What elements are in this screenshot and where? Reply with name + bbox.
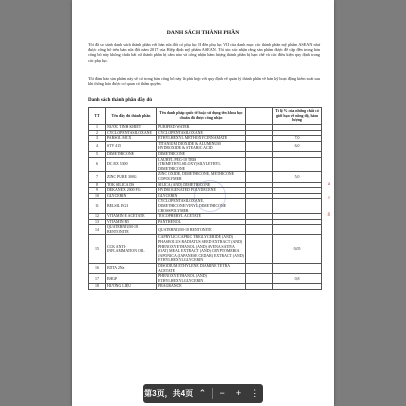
- cell-tt: 8: [89, 182, 106, 188]
- margin-mark: g: [327, 212, 330, 217]
- cell-tt: 2: [89, 130, 106, 136]
- cell-ph: [246, 225, 273, 235]
- cell-pct: [273, 157, 322, 172]
- margin-mark: a: [327, 182, 330, 187]
- cell-ph: [246, 264, 273, 274]
- table-row: [89, 284, 322, 290]
- cell-pct: 0,05: [273, 235, 322, 264]
- cell-en: ETHYLHEXYL METHOXYCINNAMATE: [157, 136, 246, 142]
- page-indicator: 第3页，共4页: [144, 389, 194, 398]
- cell-en: SILICA (AND) DIMETHICONE: [157, 182, 246, 188]
- cell-tt: 5: [89, 151, 106, 157]
- cell-vi: ZINC PURE 300G: [106, 172, 157, 182]
- cell-en: LAURYL PEG-10 TRIS (TRIMETHYLSILOXY)SILYLETHYL DIMETHICONE: [157, 157, 246, 172]
- header-vi: Tên đầy đủ thành phần: [106, 108, 157, 125]
- cell-en: CAPRYLIC/CAPRIC TRIGLYCERIDE (AND) PHASEOLUS RADIATUS SEED EXTRACT (AND) PHENOXYETHANOL (AND) AVENA SATIVA (OAT) MEAL EXTRACT (AND) CRYPTOMERIA JAPONICA (JAPANESE CEDAR) EXTRACT (AND) ETHYLHEXYLGLYCERIN: [158, 235, 244, 263]
- more-icon[interactable]: ⋮: [250, 388, 260, 398]
- intro-paragraph: Tôi đã so sánh danh sách thành phần với bản sửa đổi có phụ lục II đến phụ lục VII của danh mục các thành phần mỹ phẩm ASEAN như được công bố trên bản sửa đổi năm 2017 của Hiệp định mỹ phẩm ASEAN. Tôi xin xác nhận rằng sản phẩm được đề cập đến trong bản công bố này không chứa bất cứ thành phần bị cấm nào và công nhận hàm lượng thành phần bị hạn chế và các điều kiện quy định trong các phụ lục.: [88, 42, 320, 63]
- cell-tt: 9: [89, 188, 106, 194]
- cell-vi: DC RX 5300: [106, 157, 157, 172]
- cell-ph: [246, 274, 273, 284]
- cell-ph: [246, 141, 273, 151]
- table-row: [89, 274, 322, 284]
- cell-pct: [273, 264, 322, 274]
- toolbar-divider: [212, 388, 213, 399]
- table-row: [89, 235, 322, 264]
- cell-tt: 1: [89, 125, 106, 131]
- section-title: Danh sách thành phần đầy đủ: [88, 98, 153, 103]
- cell-vi: CYCLOPENTASILOXANE: [106, 130, 157, 136]
- cell-vi: VITAMIN B5: [106, 219, 157, 225]
- cell-tt: 6: [89, 157, 106, 172]
- cell-ph: [246, 199, 273, 214]
- cell-en: GLYCERIN: [157, 193, 246, 199]
- table-row: [89, 141, 322, 151]
- cell-en: PHENOXYETHANOL (AND) ETHYLHEXYLGLYCERIN: [157, 274, 246, 284]
- cell-vi: TOK SILICA DS: [106, 182, 157, 188]
- cell-tt: 18: [89, 284, 106, 290]
- cell-en: HYDROGENATED POLYDECENE: [157, 188, 246, 194]
- cell-en: CYCLOPENTASILOXANE: [157, 130, 246, 136]
- cell-pct: [273, 284, 322, 290]
- cell-ph: [246, 157, 273, 172]
- table-row: [89, 157, 322, 172]
- header-tt: TT: [89, 108, 106, 125]
- cell-vi: EDTA 2Na: [106, 264, 157, 274]
- cell-vi: EHGP: [106, 274, 157, 284]
- cell-pct: [273, 225, 322, 235]
- cell-tt: 15: [89, 235, 106, 264]
- page-toolbar: [143, 384, 263, 403]
- cell-pct: [273, 199, 322, 214]
- header-pct: Tỉ lệ % của những chất có giới hạn về nồng độ, hàm lượng: [273, 108, 322, 125]
- zoom-in-button[interactable]: +: [235, 388, 242, 398]
- cell-en: DISODIUM ETHYLENE DIAMINE TETRA ACETATE: [157, 264, 246, 274]
- cell-tt: 17: [89, 274, 106, 284]
- cell-tt: 14: [89, 225, 106, 235]
- cell-en: PANTHENOL: [157, 219, 246, 225]
- cell-vi: CCK ANTI-INFLAMMATION OIL: [106, 235, 157, 264]
- cell-en: DIMETHICONE: [157, 151, 246, 157]
- zoom-out-button[interactable]: −: [219, 388, 225, 398]
- cell-tt: 3: [89, 136, 106, 142]
- cell-ph: [246, 235, 273, 264]
- cell-ph: [246, 284, 273, 290]
- confirm-paragraph: Tôi đảm bảo sản phẩm này sẽ có trong bản công bố này là phù hợp với quy định về quản lý thành phần về bản kỹ hoạt động kiểm soát sau khi thông báo được cơ quan có thẩm quyền.: [88, 76, 320, 87]
- cell-tt: 10: [89, 193, 106, 199]
- cell-en: PURIFIED WATER: [157, 125, 246, 131]
- cell-en: FRAGRANCE: [157, 284, 246, 290]
- cell-vi: STV 415: [106, 141, 157, 151]
- cell-pct: 0,8: [273, 274, 322, 284]
- cell-pct: 7,0: [273, 136, 322, 142]
- table-row: [89, 225, 322, 235]
- cell-tt: 16: [89, 264, 106, 274]
- cell-en: QUATERNIUM-18 BENTONITE: [157, 225, 246, 235]
- faint-stamp: [194, 180, 226, 212]
- cell-ph: [246, 172, 273, 182]
- cell-vi: HƯƠNG LIỆU: [106, 284, 157, 290]
- chevron-up-icon[interactable]: ⌃: [198, 388, 207, 398]
- cell-vi: QUATERNIUM-18 BENTONITE: [106, 225, 157, 235]
- cell-vi: DEKANEX 2000 FG: [106, 188, 157, 194]
- cell-vi: GLYCERIN: [106, 193, 157, 199]
- cell-tt: 12: [89, 214, 106, 220]
- cell-tt: 13: [89, 219, 106, 225]
- header-ph: [246, 108, 273, 125]
- document-title: DANH SÁCH THÀNH PHẦN: [166, 30, 240, 36]
- cell-en: ZINC OXIDE, DIMETHICONE, METHICONE COPOLYMER: [157, 172, 246, 182]
- table-header-row: [89, 108, 322, 125]
- cell-en: CYCLOPENTASILOXANE, DIMETHICONE/VINYL DIMETHICONE CROSSPOLYMER: [157, 199, 246, 214]
- cell-vi: NƯỚC TINH KHIẾT: [106, 125, 157, 131]
- cell-vi: BELSIL EG3: [106, 199, 157, 214]
- cell-pct: 6,0: [273, 141, 322, 151]
- header-en: Tên danh pháp quốc tế hoặc sử dụng tên khoa học chuẩn đã được công nhận: [157, 108, 246, 125]
- cell-en: TOCOPHERYL ACETATE: [157, 214, 246, 220]
- cell-vi: DIMETHICONE: [106, 151, 157, 157]
- cell-tt: 7: [89, 172, 106, 182]
- document-page: [72, 0, 334, 406]
- cell-tt: 4: [89, 141, 106, 151]
- cell-tt: 11: [89, 199, 106, 214]
- margin-mark: r: [328, 196, 330, 201]
- table-row: [89, 264, 322, 274]
- cell-en: TITANIUM DIOXIDE & ALUMINUM HYDROXIDE & STEARIC ACID: [157, 141, 246, 151]
- cell-vi: PARSOL MCX: [106, 136, 157, 142]
- cell-pct: 5,0: [273, 172, 322, 182]
- cell-vi: VITAMIN E ACETATE: [106, 214, 157, 220]
